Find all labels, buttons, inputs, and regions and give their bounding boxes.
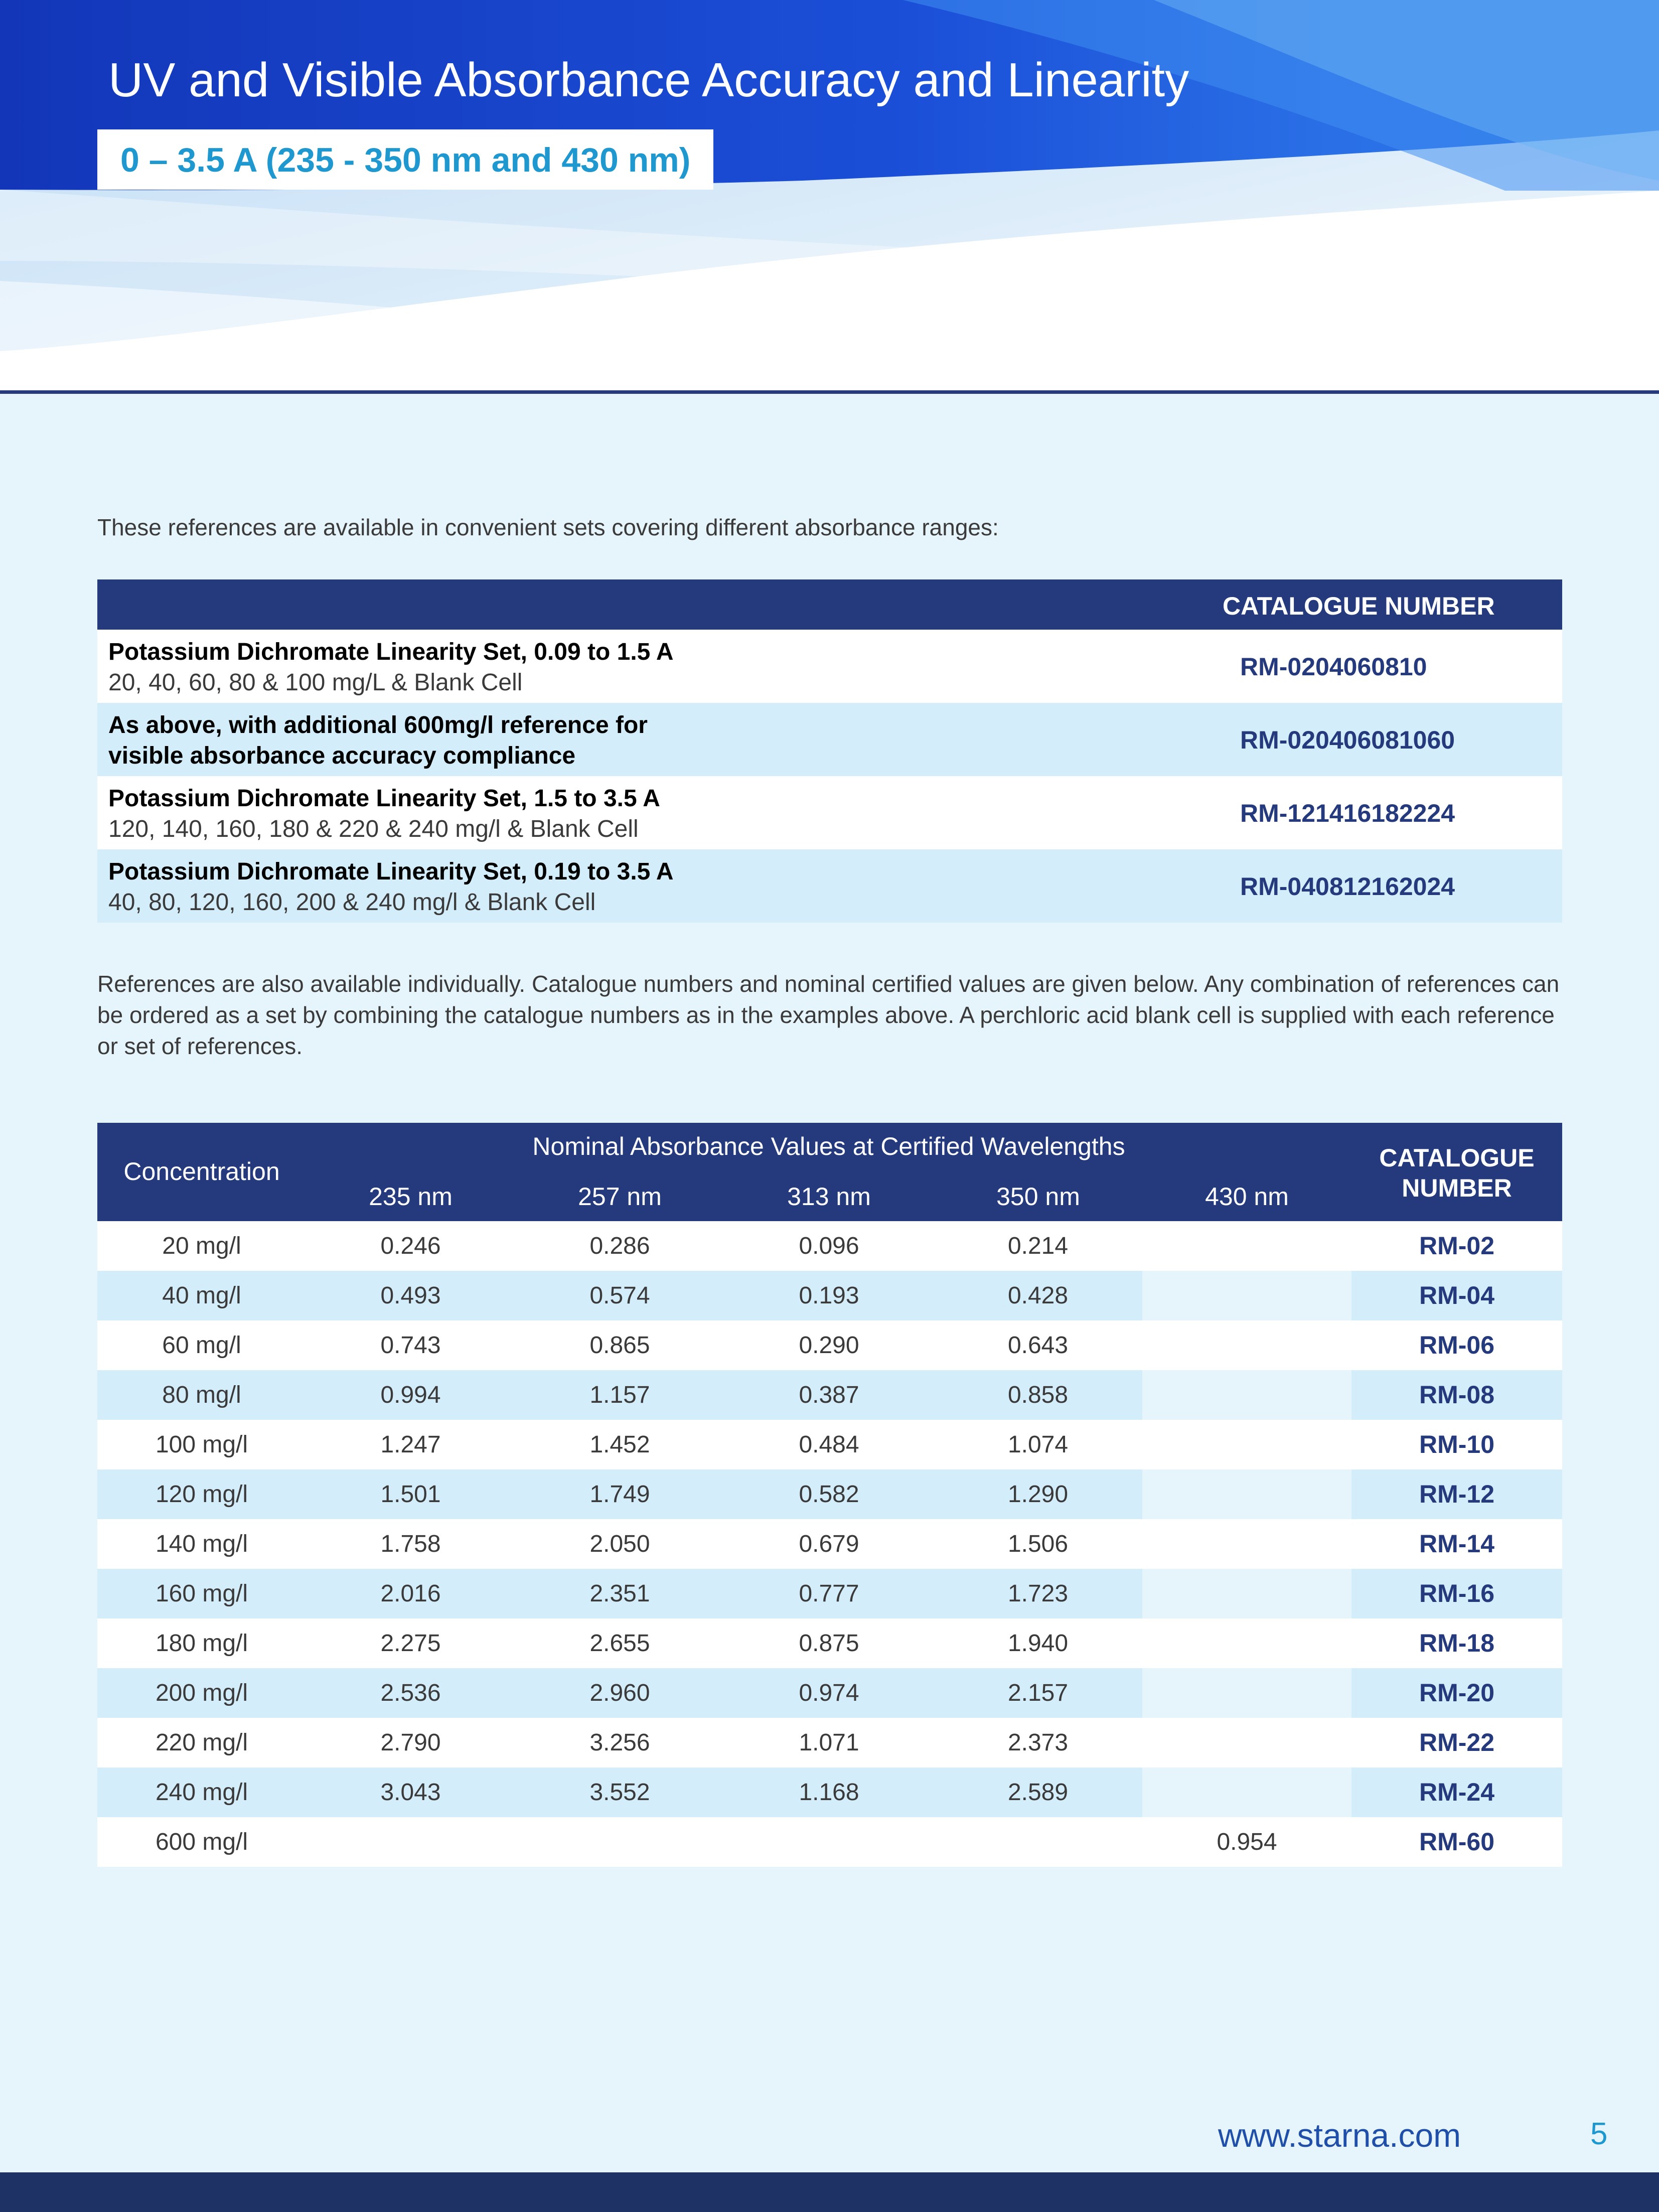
set-title: Potassium Dichromate Linearity Set, 0.09 to 1.5 A [108, 639, 674, 665]
table-row [97, 1618, 1562, 1668]
absorbance-430-cell [1142, 1271, 1351, 1320]
absorbance-235-cell: 3.043 [306, 1767, 515, 1817]
page-number: 5 [1590, 2117, 1608, 2151]
absorbance-values-table [97, 1123, 1562, 1867]
values-table-body [97, 1221, 1562, 1867]
concentration-cell: 200 mg/l [97, 1668, 306, 1718]
absorbance-430-cell [1142, 1618, 1351, 1668]
table-row [97, 849, 1562, 923]
concentration-cell: 100 mg/l [97, 1420, 306, 1469]
absorbance-313-cell: 1.071 [724, 1718, 934, 1767]
absorbance-313-cell [724, 1817, 934, 1867]
header-banner [0, 0, 1659, 394]
catalogue-number: RM-121416182224 [1240, 799, 1455, 827]
absorbance-350-cell: 1.074 [934, 1420, 1142, 1469]
table-row [97, 1817, 1562, 1867]
wavelength-header: 350 nm [996, 1183, 1080, 1211]
absorbance-235-cell: 1.247 [306, 1420, 515, 1469]
sets-table-header [97, 579, 1562, 630]
absorbance-313-cell: 0.484 [724, 1420, 934, 1469]
values-table-header [97, 1123, 1562, 1221]
absorbance-257-cell: 2.960 [515, 1668, 724, 1718]
catalogue-number-cell: RM-14 [1351, 1519, 1562, 1569]
absorbance-235-cell: 2.016 [306, 1569, 515, 1618]
concentration-cell: 20 mg/l [97, 1221, 306, 1271]
absorbance-430-cell [1142, 1320, 1351, 1370]
absorbance-350-cell [934, 1817, 1142, 1867]
absorbance-430-cell [1142, 1370, 1351, 1420]
catalogue-number-cell: RM-10 [1351, 1420, 1562, 1469]
table-row [97, 1221, 1562, 1271]
concentration-cell: 160 mg/l [97, 1569, 306, 1618]
catalogue-header-line1: CATALOGUE [1379, 1144, 1535, 1172]
catalogue-number-cell: RM-04 [1351, 1271, 1562, 1320]
absorbance-313-cell: 0.875 [724, 1618, 934, 1668]
absorbance-313-cell: 0.387 [724, 1370, 934, 1420]
wavelength-header: 313 nm [787, 1183, 871, 1211]
absorbance-257-cell: 0.574 [515, 1271, 724, 1320]
absorbance-350-cell: 0.214 [934, 1221, 1142, 1271]
table-row [97, 1370, 1562, 1420]
absorbance-235-cell: 0.493 [306, 1271, 515, 1320]
concentration-cell: 80 mg/l [97, 1370, 306, 1420]
absorbance-257-cell: 2.351 [515, 1569, 724, 1618]
absorbance-235-cell: 2.536 [306, 1668, 515, 1718]
table-row [97, 1469, 1562, 1519]
absorbance-430-cell [1142, 1668, 1351, 1718]
absorbance-350-cell: 0.428 [934, 1271, 1142, 1320]
table-row [97, 1420, 1562, 1469]
catalogue-number-header [1351, 1143, 1562, 1203]
absorbance-257-cell: 1.749 [515, 1469, 724, 1519]
concentration-cell: 180 mg/l [97, 1618, 306, 1668]
absorbance-350-cell: 0.858 [934, 1370, 1142, 1420]
absorbance-313-cell: 1.168 [724, 1767, 934, 1817]
absorbance-430-cell [1142, 1718, 1351, 1767]
absorbance-350-cell: 2.373 [934, 1718, 1142, 1767]
absorbance-257-cell: 1.157 [515, 1370, 724, 1420]
website-link[interactable]: www.starna.com [1218, 2117, 1461, 2154]
set-title-continued: visible absorbance accuracy compliance [108, 743, 576, 769]
set-description [108, 856, 911, 918]
absorbance-235-cell [306, 1817, 515, 1867]
page-title: UV and Visible Absorbance Accuracy and Linearity [108, 53, 1189, 107]
absorbance-257-cell [515, 1817, 724, 1867]
concentration-cell: 140 mg/l [97, 1519, 306, 1569]
concentration-cell: 40 mg/l [97, 1271, 306, 1320]
page-subtitle: 0 – 3.5 A (235 - 350 nm and 430 nm) [120, 141, 691, 179]
absorbance-235-cell: 1.501 [306, 1469, 515, 1519]
table-row [97, 1271, 1562, 1320]
concentration-cell: 220 mg/l [97, 1718, 306, 1767]
footer-bar [0, 2172, 1659, 2212]
concentration-cell: 240 mg/l [97, 1767, 306, 1817]
absorbance-350-cell: 1.290 [934, 1469, 1142, 1519]
wavelength-header: 235 nm [369, 1183, 453, 1211]
concentration-header: Concentration [123, 1157, 280, 1186]
absorbance-313-cell: 0.582 [724, 1469, 934, 1519]
absorbance-313-cell: 0.096 [724, 1221, 934, 1271]
set-detail: 120, 140, 160, 180 & 220 & 240 mg/l & Blank Cell [108, 816, 639, 842]
header-divider [0, 390, 1659, 394]
wavelength-header: 257 nm [578, 1183, 662, 1211]
absorbance-313-cell: 0.290 [724, 1320, 934, 1370]
table-row [97, 1320, 1562, 1370]
catalogue-header-line2: NUMBER [1402, 1174, 1512, 1202]
absorbance-235-cell: 2.790 [306, 1718, 515, 1767]
absorbance-257-cell: 0.865 [515, 1320, 724, 1370]
absorbance-235-cell: 0.743 [306, 1320, 515, 1370]
subtitle-box [97, 129, 713, 190]
absorbance-313-cell: 0.777 [724, 1569, 934, 1618]
table-row [97, 1767, 1562, 1817]
set-description [108, 783, 911, 844]
absorbance-235-cell: 1.758 [306, 1519, 515, 1569]
absorbance-257-cell: 1.452 [515, 1420, 724, 1469]
catalogue-number-cell: RM-24 [1351, 1767, 1562, 1817]
absorbance-257-cell: 3.256 [515, 1718, 724, 1767]
absorbance-235-cell: 0.246 [306, 1221, 515, 1271]
catalogue-number: RM-040812162024 [1240, 872, 1455, 901]
set-title: Potassium Dichromate Linearity Set, 1.5 to 3.5 A [108, 785, 660, 812]
absorbance-313-cell: 0.679 [724, 1519, 934, 1569]
table-row [97, 776, 1562, 849]
absorbance-313-cell: 0.974 [724, 1668, 934, 1718]
catalogue-number-cell: RM-22 [1351, 1718, 1562, 1767]
table-row [97, 1718, 1562, 1767]
absorbance-235-cell: 0.994 [306, 1370, 515, 1420]
concentration-cell: 120 mg/l [97, 1469, 306, 1519]
catalogue-number-cell: RM-16 [1351, 1569, 1562, 1618]
absorbance-257-cell: 2.655 [515, 1618, 724, 1668]
absorbance-350-cell: 0.643 [934, 1320, 1142, 1370]
catalogue-number: RM-0204060810 [1240, 653, 1427, 681]
sets-table [97, 579, 1562, 923]
table-row [97, 1668, 1562, 1718]
absorbance-350-cell: 1.506 [934, 1519, 1142, 1569]
catalogue-number-cell: RM-02 [1351, 1221, 1562, 1271]
catalogue-number-cell: RM-60 [1351, 1817, 1562, 1867]
absorbance-350-cell: 2.157 [934, 1668, 1142, 1718]
catalogue-number-cell: RM-18 [1351, 1618, 1562, 1668]
catalogue-number-header: CATALOGUE NUMBER [1223, 592, 1495, 620]
concentration-cell: 60 mg/l [97, 1320, 306, 1370]
absorbance-430-cell [1142, 1221, 1351, 1271]
absorbance-430-cell [1142, 1420, 1351, 1469]
wavelength-group-header: Nominal Absorbance Values at Certified Wavelengths [532, 1132, 1125, 1160]
catalogue-number-cell: RM-08 [1351, 1370, 1562, 1420]
catalogue-number-cell: RM-06 [1351, 1320, 1562, 1370]
concentration-cell: 600 mg/l [97, 1817, 306, 1867]
set-title: Potassium Dichromate Linearity Set, 0.19 to 3.5 A [108, 858, 674, 885]
absorbance-350-cell: 1.940 [934, 1618, 1142, 1668]
absorbance-350-cell: 2.589 [934, 1767, 1142, 1817]
absorbance-257-cell: 0.286 [515, 1221, 724, 1271]
absorbance-235-cell: 2.275 [306, 1618, 515, 1668]
table-row [97, 703, 1562, 776]
absorbance-350-cell: 1.723 [934, 1569, 1142, 1618]
wavelength-header: 430 nm [1205, 1183, 1289, 1211]
catalogue-number-cell: RM-20 [1351, 1668, 1562, 1718]
absorbance-430-cell: 0.954 [1142, 1817, 1351, 1867]
absorbance-430-cell [1142, 1519, 1351, 1569]
table-row [97, 630, 1562, 703]
intro-text: These references are available in convenient sets covering different absorbance ranges: [97, 514, 999, 540]
absorbance-313-cell: 0.193 [724, 1271, 934, 1320]
absorbance-257-cell: 2.050 [515, 1519, 724, 1569]
set-description [108, 637, 911, 698]
absorbance-430-cell [1142, 1767, 1351, 1817]
catalogue-number-cell: RM-12 [1351, 1469, 1562, 1519]
set-title: As above, with additional 600mg/l reference for [108, 712, 648, 739]
absorbance-257-cell: 3.552 [515, 1767, 724, 1817]
table-row [97, 1519, 1562, 1569]
availability-paragraph: References are also available individually. Catalogue numbers and nominal certified values are given below. Any combination of references can be ordered as a set by combining the catalogue numbers as in the examples above. A perchloric acid blank cell is supplied with each reference or set of references. [97, 971, 1560, 1059]
table-row [97, 1569, 1562, 1618]
set-description [108, 710, 911, 771]
set-detail: 40, 80, 120, 160, 200 & 240 mg/l & Blank Cell [108, 889, 596, 916]
catalogue-number: RM-020406081060 [1240, 726, 1455, 754]
absorbance-430-cell [1142, 1569, 1351, 1618]
set-detail: 20, 40, 60, 80 & 100 mg/L & Blank Cell [108, 669, 523, 696]
absorbance-430-cell [1142, 1469, 1351, 1519]
